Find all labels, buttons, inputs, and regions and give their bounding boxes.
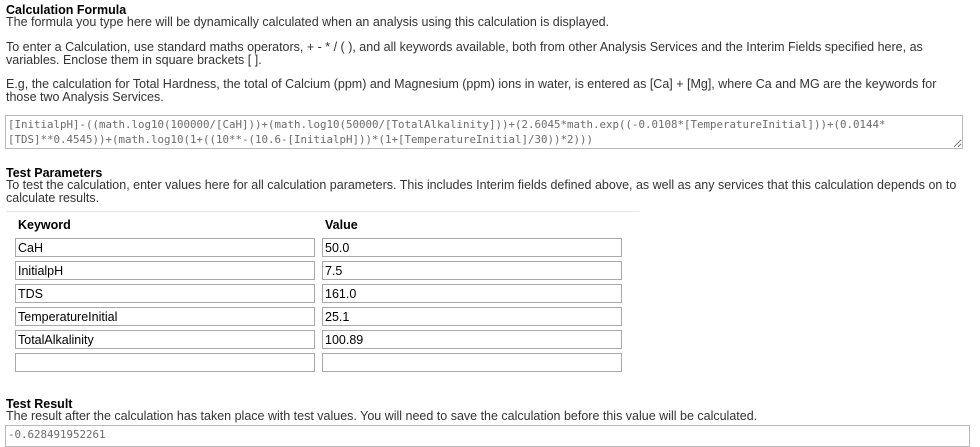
test-result-title: Test Result bbox=[6, 397, 73, 411]
keyword-input[interactable] bbox=[15, 238, 315, 257]
value-input[interactable] bbox=[322, 353, 622, 372]
test-parameters-title: Test Parameters bbox=[6, 166, 103, 180]
formula-help-text: The formula you type here will be dynamically calculated when an analysis using this calculation is displayed. bbox=[6, 15, 610, 29]
formula-operators-help-text: To enter a Calculation, use standard maths operators, + - * / ( ), and all keywords available, both from other Analysis Services and the Interim Fields specified here, as variables. Enclose them in square brackets [ ]. bbox=[6, 40, 923, 67]
test-result-help-text: The result after the calculation has taken place with test values. You will need to save the calculation before this value will be calculated. bbox=[6, 409, 758, 423]
keyword-input[interactable] bbox=[15, 307, 315, 326]
parameters-table-divider bbox=[6, 211, 639, 212]
value-input[interactable] bbox=[322, 284, 622, 303]
calculation-formula-title: Calculation Formula bbox=[6, 3, 127, 17]
formula-example-help-text: E.g, the calculation for Total Hardness, the total of Calcium (ppm) and Magnesium (ppm) ions in water, is entered as [Ca] + [Mg], where Ca and MG are the keywords for those two Analysis Services. bbox=[6, 77, 937, 104]
value-column-header: Value bbox=[325, 218, 358, 232]
keyword-input[interactable] bbox=[15, 284, 315, 303]
value-input[interactable] bbox=[322, 330, 622, 349]
value-input[interactable] bbox=[322, 307, 622, 326]
keyword-input[interactable] bbox=[15, 261, 315, 280]
formula-textarea[interactable] bbox=[5, 115, 963, 149]
value-input[interactable] bbox=[322, 261, 622, 280]
keyword-input[interactable] bbox=[15, 330, 315, 349]
value-input[interactable] bbox=[322, 238, 622, 257]
test-result-value: -0.628491952261 bbox=[5, 425, 970, 447]
test-parameters-help-text: To test the calculation, enter values here for all calculation parameters. This includes Interim fields defined above, as well as any services that this calculation depends on to calculate results. bbox=[6, 178, 957, 205]
keyword-column-header: Keyword bbox=[18, 218, 71, 232]
keyword-input[interactable] bbox=[15, 353, 315, 372]
